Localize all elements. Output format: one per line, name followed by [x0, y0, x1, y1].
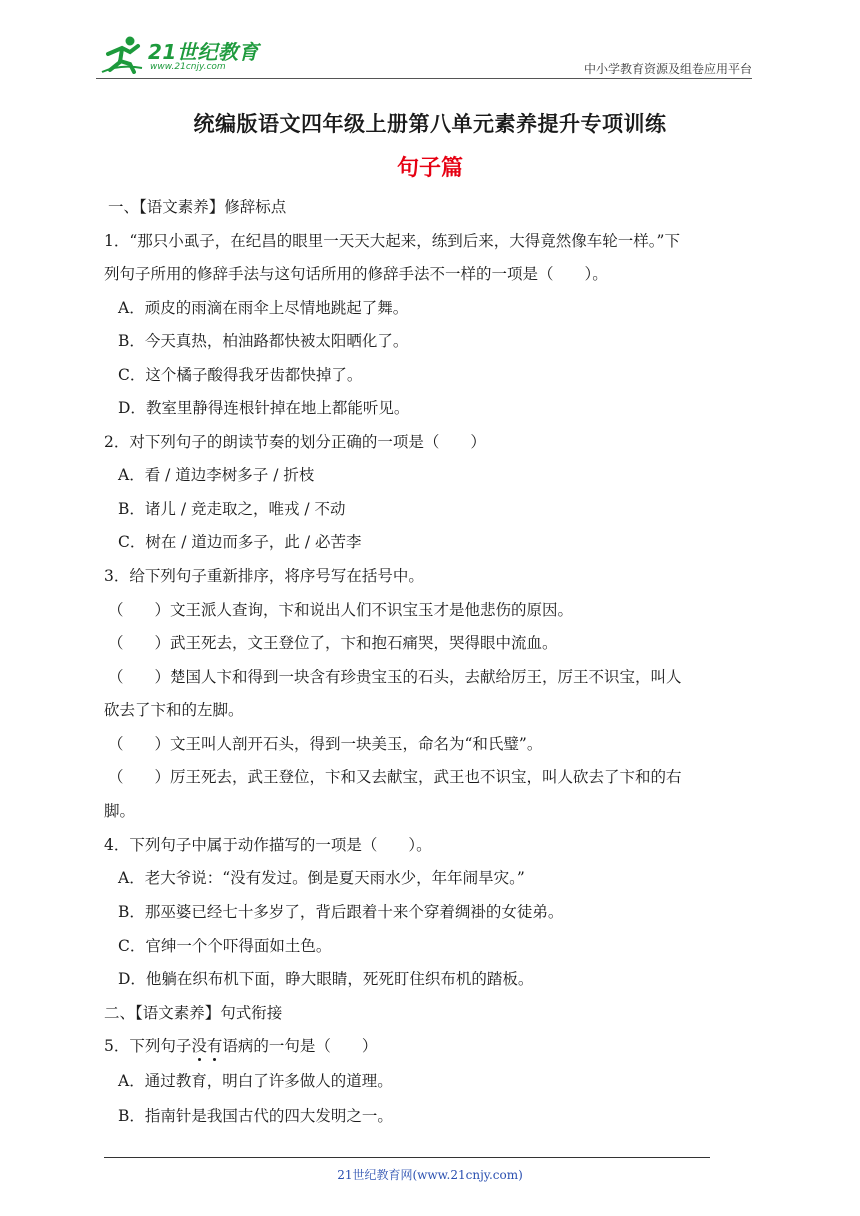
- q3-sentence-2: （ ）武王死去，文王登位了，卞和抱石痛哭，哭得眼中流血。: [108, 634, 558, 652]
- q1-stem-line2: 列句子所用的修辞手法与这句话所用的修辞手法不一样的一项是（ ）。: [104, 265, 608, 283]
- footer-divider: [104, 1157, 710, 1158]
- section-heading-1: 一、【语文素养】修辞标点: [108, 198, 287, 216]
- q5-stem-prefix: 5．下列句子: [104, 1037, 192, 1055]
- q3-sentence-1: （ ）文王派人查询，卞和说出人们不识宝玉才是他悲伤的原因。: [108, 601, 574, 619]
- q5-option-b: B．指南针是我国古代的四大发明之一。: [118, 1107, 393, 1125]
- q4-option-c: C．官绅一个个吓得面如土色。: [118, 937, 332, 955]
- q1-stem-line1: 1．“那只小虱子，在纪昌的眼里一天天大起来，练到后来，大得竟然像车轮一样。”下: [104, 232, 680, 250]
- q3-stem: 3．给下列句子重新排序，将序号写在括号中。: [104, 567, 424, 585]
- page-title: 统编版语文四年级上册第八单元素养提升专项训练: [193, 111, 667, 136]
- q4-option-b: B．那巫婆已经七十多岁了，背后跟着十来个穿着绸褂的女徒弟。: [118, 903, 564, 921]
- q3-sentence-5-line1: （ ）厉王死去，武王登位，卞和又去献宝，武王也不识宝，叫人砍去了卞和的右: [108, 768, 682, 786]
- q2-option-b: B．诸儿 / 竞走取之，唯戎 / 不动: [118, 500, 346, 518]
- q1-option-b: B．今天真热，柏油路都快被太阳晒化了。: [118, 332, 409, 350]
- q4-option-d: D．他躺在织布机下面，睁大眼睛，死死盯住织布机的踏板。: [118, 970, 534, 988]
- runner-logo-icon: [100, 34, 144, 74]
- q3-sentence-5-line2: 脚。: [104, 802, 136, 820]
- q2-option-c: C．树在 / 道边而多子，此 / 必苦李: [118, 533, 362, 551]
- q3-sentence-4: （ ）文王叫人剖开石头，得到一块美玉，命名为“和氏璧”。: [108, 735, 543, 753]
- q4-stem: 4．下列句子中属于动作描写的一项是（ ）。: [104, 836, 432, 854]
- section-heading-2: 二、【语文素养】句式衔接: [104, 1004, 283, 1022]
- page-subtitle: 句子篇: [396, 155, 463, 181]
- q2-option-a: A．看 / 道边李树多子 / 折枝: [118, 466, 315, 484]
- header-divider: [96, 78, 752, 79]
- logo-url: www.21cnjy.com: [150, 62, 226, 72]
- logo-text: 21世纪教育: [148, 40, 259, 64]
- q1-option-a: A．顽皮的雨滴在雨伞上尽情地跳起了舞。: [118, 299, 409, 317]
- q5-emphasis-char-1: 没: [191, 1037, 207, 1055]
- q5-stem: [104, 1036, 377, 1056]
- q3-sentence-3-line2: 砍去了卞和的左脚。: [104, 701, 244, 719]
- q5-stem-suffix: 语病的一句是（ ）: [222, 1037, 378, 1055]
- page-header: [96, 30, 752, 80]
- q5-option-a: A．通过教育，明白了许多做人的道理。: [118, 1072, 393, 1090]
- q3-sentence-3-line1: （ ）楚国人卞和得到一块含有珍贵宝玉的石头，去献给厉王，厉王不识宝，叫人: [108, 668, 682, 686]
- footer-text: 21世纪教育网(www.21cnjy.com): [337, 1168, 523, 1182]
- q5-emphasis-char-2: 有: [206, 1037, 223, 1055]
- logo: [96, 30, 296, 76]
- platform-name: 中小学教育资源及组卷应用平台: [583, 62, 752, 76]
- q2-stem: 2．对下列句子的朗读节奏的划分正确的一项是（ ）: [104, 433, 486, 451]
- q1-option-c: C．这个橘子酸得我牙齿都快掉了。: [118, 366, 363, 384]
- q4-option-a: A．老大爷说：“没有发过。倒是夏天雨水少，年年闹旱灾。”: [118, 869, 525, 887]
- q1-option-d: D．教室里静得连根针掉在地上都能听见。: [118, 399, 410, 417]
